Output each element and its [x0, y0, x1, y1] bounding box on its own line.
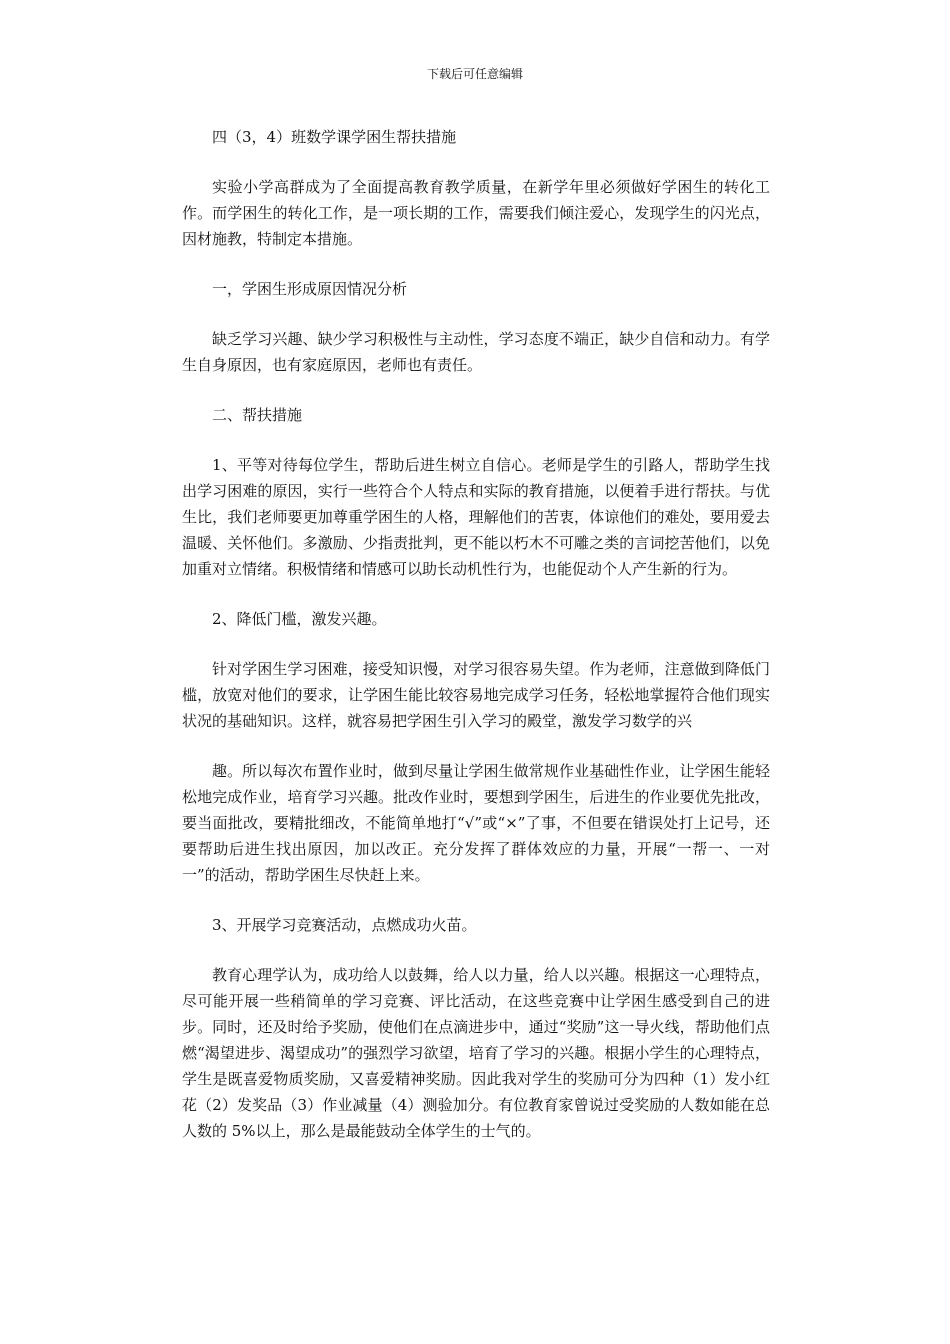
spacer: [182, 378, 770, 402]
spacer: [182, 888, 770, 912]
section2-heading: 二、帮扶措施: [212, 406, 303, 424]
item1-paragraph: 1、平等对待每位学生，帮助后进生树立自信心。老师是学生的引路人，帮助学生找出学习困难的原因，实行一些符合个人特点和实际的教育措施，以便着手进行帮扶。与优生比，我们老师要更加尊重学困生的人格，理解他们的苦衷，体谅他们的难处，要用爱去温暖、关怀他们。多激励、少指责批判，更不能以朽木不可雕之类的言词挖苦他们，以免加重对立情绪。积极情绪和情感可以助长动机性行为，也能促动个人产生新的行为。: [182, 456, 770, 578]
intro-paragraph: 实验小学高群成为了全面提高教育教学质量，在新学年里必须做好学困生的转化工作。而学困生的转化工作，是一项长期的工作，需要我们倾注爱心，发现学生的闪光点，因材施教，特制定本措施。: [182, 178, 770, 248]
item3-paragraph: 教育心理学认为，成功给人以鼓舞，给人以力量，给人以兴趣。根据这一心理特点，尽可能开展一些稍简单的学习竞赛、评比活动，在这些竞赛中让学困生感受到自己的进步。同时，还及时给予奖励，使他们在点滴进步中，通过“奖励”这一导火线，帮助他们点燃“渴望进步、渴望成功”的强烈学习欲望，培育了学习的兴趣。根据小学生的心理特点，学生是既喜爱物质奖励，又喜爱精神奖励。因此我对学生的奖励可分为四种（1）发小红花（2）发奖品（3）作业减量（4）测验加分。有位教育家曾说过受奖励的人数如能在总人数的 5%以上，那么是最能鼓动全体学生的士气的。: [182, 966, 770, 1140]
section1-paragraph: 缺乏学习兴趣、缺少学习积极性与主动性，学习态度不端正，缺少自信和动力。有学生自身原因，也有家庭原因，老师也有责任。: [182, 330, 770, 374]
item2-paragraph-a: 针对学困生学习困难，接受知识慢，对学习很容易失望。作为老师，注意做到降低门槛，放宽对他们的要求，让学困生能比较容易地完成学习任务，轻松地掌握符合他们现实状况的基础知识。这样，就容易把学困生引入学习的殿堂，激发学习数学的兴: [182, 660, 770, 730]
spacer: [182, 734, 770, 758]
spacer: [182, 582, 770, 606]
spacer: [182, 428, 770, 452]
spacer: [182, 252, 770, 276]
spacer: [182, 302, 770, 326]
spacer: [182, 938, 770, 962]
spacer: [182, 150, 770, 174]
item3-heading: 3、开展学习竞赛活动，点燃成功火苗。: [212, 916, 477, 934]
header-note: 下载后可任意编辑: [426, 67, 523, 81]
item2-heading: 2、降低门槛，激发兴趣。: [212, 610, 387, 628]
section1-heading: 一，学困生形成原因情况分析: [212, 280, 408, 298]
document-body: [182, 124, 770, 1144]
spacer: [182, 632, 770, 656]
item2-paragraph-b: 趣。所以每次布置作业时，做到尽量让学困生做常规作业基础性作业，让学困生能轻松地完成作业，培育学习兴趣。批改作业时，要想到学困生，后进生的作业要优先批改，要当面批改，要精批细改，不能简单地打“√”或“×”了事，不但要在错误处打上记号，还要帮助后进生找出原因，加以改正。充分发挥了群体效应的力量，开展“一帮一、一对一”的活动，帮助学困生尽快赶上来。: [182, 762, 770, 884]
document-title: 四（3，4）班数学课学困生帮扶措施: [212, 128, 457, 146]
